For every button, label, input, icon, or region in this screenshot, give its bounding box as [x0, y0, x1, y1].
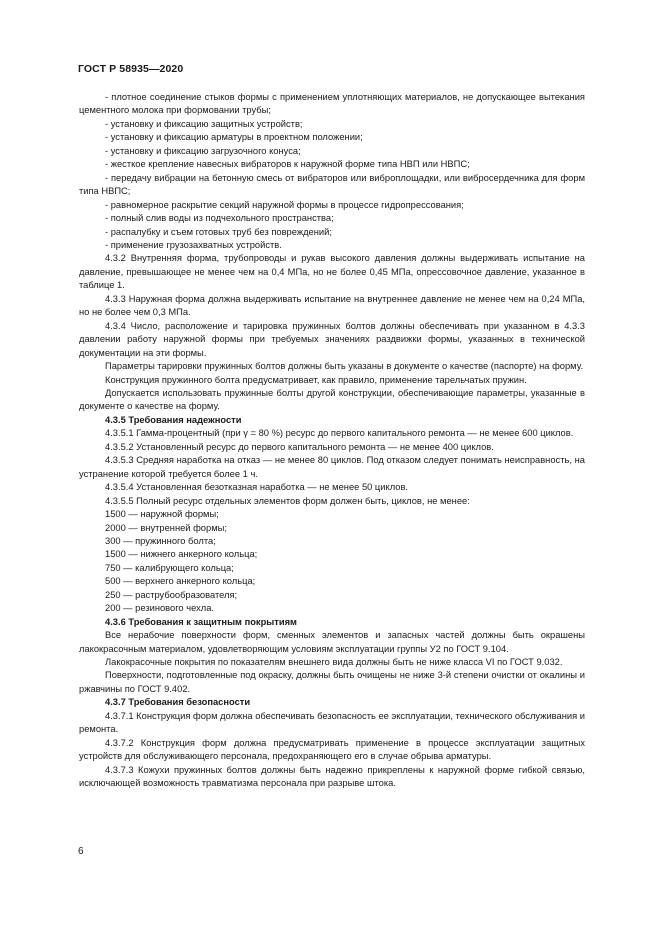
- list-item: - установку и фиксацию загрузочного конуса;: [105, 145, 301, 156]
- section-heading: 4.3.6 Требования к защитным покрытиям: [105, 616, 297, 627]
- list-item: - полный слив воды из подчехольного пространства;: [105, 213, 334, 224]
- document-header: ГОСТ Р 58935—2020: [78, 63, 184, 75]
- section-heading: 4.3.5 Требования надежности: [105, 414, 242, 425]
- list-item: 1500 — нижнего анкерного кольца;: [105, 549, 258, 560]
- paragraph: 4.3.5.2 Установленный ресурс до первого капитального ремонта — не менее 400 циклов.: [105, 441, 494, 452]
- paragraph: Конструкция пружинного болта предусматривает, как правило, применение тарельчатых пружин.: [105, 374, 527, 385]
- paragraph: 4.3.3 Наружная форма должна выдерживать испытание на внутреннее давление не менее чем на 0,24 МПа, но не более чем 0,3 МПа.: [79, 293, 585, 318]
- paragraph: Допускается использовать пружинные болты другой конструкции, обеспечивающие параметры, указанные в документе о качестве на форму.: [79, 387, 585, 412]
- list-item: 300 — пружинного болта;: [105, 535, 216, 546]
- paragraph: 4.3.5.5 Полный ресурс отдельных элементов форм должен быть, циклов, не менее:: [105, 495, 470, 506]
- paragraph: 4.3.7.3 Кожухи пружинных болтов должны быть надежно прикреплены к наружной форме гибкой связью, исключающей возможность травматизма персонала при разрыве штока.: [79, 764, 585, 789]
- paragraph: - плотное соединение стыков формы с применением уплотняющих материалов, не допускающее вытекания цементного молока при формовании трубы;: [79, 92, 585, 116]
- paragraph: Лакокрасочные покрытия по показателям внешнего вида должны быть не ниже класса VI по ГОСТ 9.032.: [105, 657, 563, 668]
- page-number: 6: [78, 846, 84, 857]
- list-item: - применение грузозахватных устройств.: [105, 239, 282, 250]
- list-item: - распалубку и съем готовых труб без повреждений;: [105, 226, 332, 237]
- paragraph: 4.3.7.2 Конструкция форм должна предусматривать применение в процессе эксплуатации защитных устройств для обслуживающего персонала, предохраняющего его в случае обрыва арматуры.: [79, 737, 585, 762]
- list-item: 250 — раструбообразователя;: [105, 589, 238, 600]
- list-item: - передачу вибрации на бетонную смесь от вибраторов или виброплощадки, или вибросердечника для форм типа НВПС;: [79, 172, 585, 197]
- list-item: - жесткое крепление навесных вибраторов к наружной форме типа НВП или НВПС;: [105, 159, 470, 170]
- paragraph: 4.3.4 Число, расположение и тарировка пружинных болтов должны обеспечивать при указанном в 4.3.3 давлении работу наружной формы при требуемых значениях раздвижки формы, указанных в технической документации на эти формы.: [79, 320, 585, 358]
- paragraph: Параметры тарировки пружинных болтов должны быть указаны в документе о качестве (паспорте) на форму.: [105, 361, 584, 372]
- section-heading: 4.3.7 Требования безопасности: [105, 697, 251, 708]
- list-item: - установку и фиксацию защитных устройств;: [105, 118, 303, 129]
- list-item: - установку и фиксацию арматуры в проектном положении;: [105, 132, 363, 143]
- paragraph: 4.3.5.4 Установленная безотказная наработка — не менее 50 циклов.: [105, 482, 409, 493]
- list-item: 2000 — внутренней формы;: [105, 522, 227, 533]
- paragraph: Все нерабочие поверхности форм, сменных элементов и запасных частей должны быть окрашены лакокрасочным материалом, удовлетворяющим условиям эксплуатации группы У2 по ГОСТ 9.104.: [79, 630, 585, 654]
- list-item: 500 — верхнего анкерного кольца;: [105, 576, 256, 587]
- paragraph: 4.3.2 Внутренняя форма, трубопроводы и рукав высокого давления должны выдерживать испытание на давление, превышающее не менее чем на 0,4 МПа, но не более 0,45 МПа, опрессовочное давление, указанное в таблице 1.: [79, 253, 585, 291]
- list-item: 1500 — наружной формы;: [105, 509, 219, 520]
- paragraph: 4.3.5.3 Средняя наработка на отказ — не менее 80 циклов. Под отказом следует понимать неисправность, на устранение которой требуется более 1 ч.: [79, 455, 585, 479]
- paragraph: 4.3.5.1 Гамма-процентный (при γ = 80 %) ресурс до первого капитального ремонта — не менее 600 циклов.: [105, 428, 574, 439]
- paragraph: Поверхности, подготовленные под окраску, должны быть очищены не ниже 3-й степени очистки от окалины и ржавчины по ГОСТ 9.402.: [79, 670, 585, 694]
- document-body: [79, 91, 585, 791]
- list-item: - равномерное раскрытие секций наружной формы в процессе гидропрессования;: [105, 199, 464, 210]
- list-item: 750 — калибрующего кольца;: [105, 562, 234, 573]
- list-item: 200 — резинового чехла.: [105, 603, 214, 614]
- paragraph: 4.3.7.1 Конструкция форм должна обеспечивать безопасность ее эксплуатации, технического обслуживания и ремонта.: [79, 710, 585, 735]
